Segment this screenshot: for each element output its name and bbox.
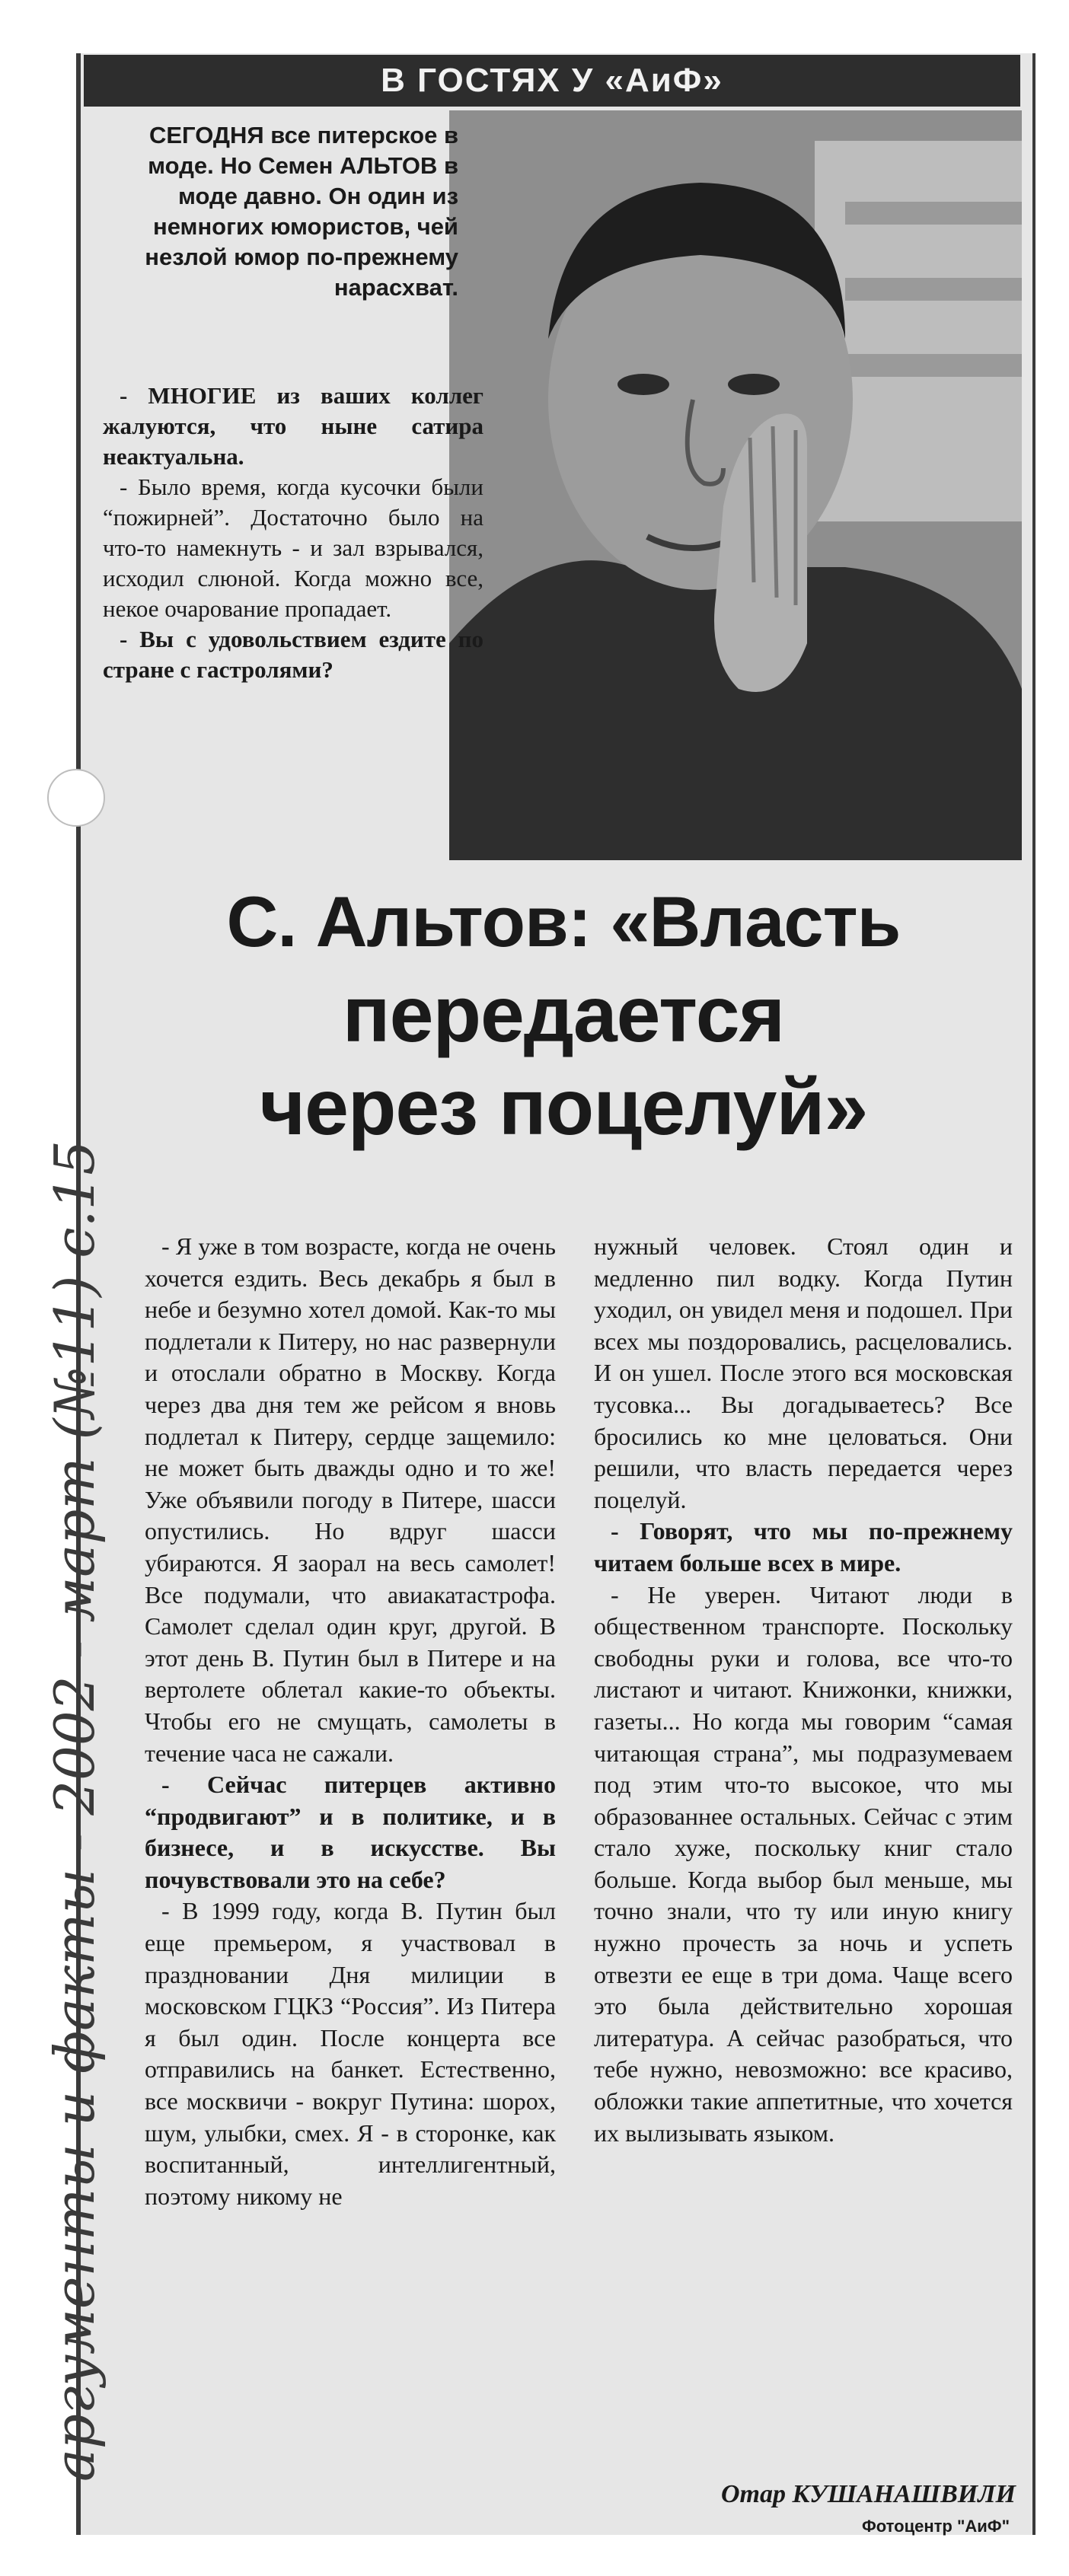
headline-line-3: через поцелуй»	[259, 1063, 868, 1152]
question-1: - МНОГИЕ из ваших коллег жалуются, что ныне сатира неактуальна.	[103, 382, 483, 470]
headline-line-2: передается	[342, 971, 785, 1059]
article-column-left	[145, 1231, 556, 2212]
article-column-right	[594, 1231, 1013, 2149]
punch-hole	[47, 769, 105, 827]
intro-lead: СЕГОДНЯ все питерское в моде. Но Семен АЛЬТОВ в моде давно. Он один из немногих юмористов, чей незлой юмор по-прежнему нарасхват.	[145, 122, 458, 301]
answer-1: - Было время, когда кусочки были “пожирней”. Достаточно было на что-то намекнуть - и зал взрывался, исходил слюной. Когда можно все, некое очарование пропадает.	[103, 473, 483, 622]
question-2: - Вы с удовольствием ездите по стране с гастролями?	[103, 626, 483, 683]
answer-2: - Я уже в том возрасте, когда не очень хочется ездить. Весь декабрь я был в небе и безумно хотел домой. Как-то мы подлетали к Питеру, но нас развернули и отослали обратно в Москву. Когда через два дня тем же рейсом я вновь подлетал к Питеру, сердце защемило: не может быть дважды одно и то же! Уже объявили погоду в Питере, шасси опустились. Но вдруг шасси убираются. Я заорал на весь самолет! Все подумали, что авиакатастрофа. Самолет сделал один круг, другой. В этот день В. Путин был в Питере и на вертолете облетал какие-то объекты. Чтобы его не смущать, самолеты в течение часа не сажали.	[145, 1232, 556, 1767]
photo-credit: Фотоцентр "АиФ"	[861, 2517, 1010, 2536]
headline	[107, 875, 1020, 1154]
question-4: - Говорят, что мы по-прежнему читаем больше всех в мире.	[594, 1517, 1013, 1577]
section-header: В ГОСТЯХ У «АиФ»	[84, 55, 1020, 107]
author-byline: Отар КУШАНАШВИЛИ	[720, 2480, 1016, 2508]
answer-4: - Не уверен. Читают люди в общественном транспорте. Поскольку свободны руки и голова, все что-то листают и читают. Книжонки, книжки, газеты... Но когда мы говорим “самая читающая страна”, мы подразумеваем под этим что-то высокое, что мы образованнее остальных. Сейчас с этим стало хуже, поскольку книг стало больше. Когда выбор был меньше, мы точно знали, что ту или иную книгу нужно прочесть за ночь и успеть отвезти ее еще в три дома. Чаще всего это была действительно хорошая литература. А сейчас разобраться, что тебе нужно, невозможно: все красиво, обложки такие аппетитные, что хочется их вылизывать языком.	[594, 1580, 1013, 2147]
handwritten-note: аргументы и факты - 2002 - март (№11) с.15	[43, 1140, 107, 2482]
portrait-photo	[449, 110, 1022, 860]
headline-line-1: С. Альтов: «Власть	[226, 882, 901, 961]
question-3: - Сейчас питерцев активно “продвигают” и в политике, и в бизнесе, и в искусстве. Вы почувствовали это на себе?	[145, 1771, 556, 1893]
answer-3-continued: нужный человек. Стоял один и медленно пил водку. Когда Путин уходил, он увидел меня и подошел. При всех мы поздоровались, расцеловались. И он ушел. После этого вся московская тусовка... Вы догадываетесь? Все бросились ко мне целоваться. Они решили, что власть передается через поцелуй.	[594, 1232, 1013, 1513]
portrait-illustration	[449, 110, 1022, 860]
intro-qa	[103, 381, 483, 685]
answer-3: - В 1999 году, когда В. Путин был еще премьером, я участвовал в праздновании Дня милиции в московском ГЦКЗ “Россия”. Из Питера я был один. После концерта все отправились на банкет. Естественно, все москвичи - вокруг Путина: шорох, шум, улыбки, смех. Я - в сторонке, как воспитанный, интеллигентный, поэтому никому не	[145, 1897, 556, 2210]
